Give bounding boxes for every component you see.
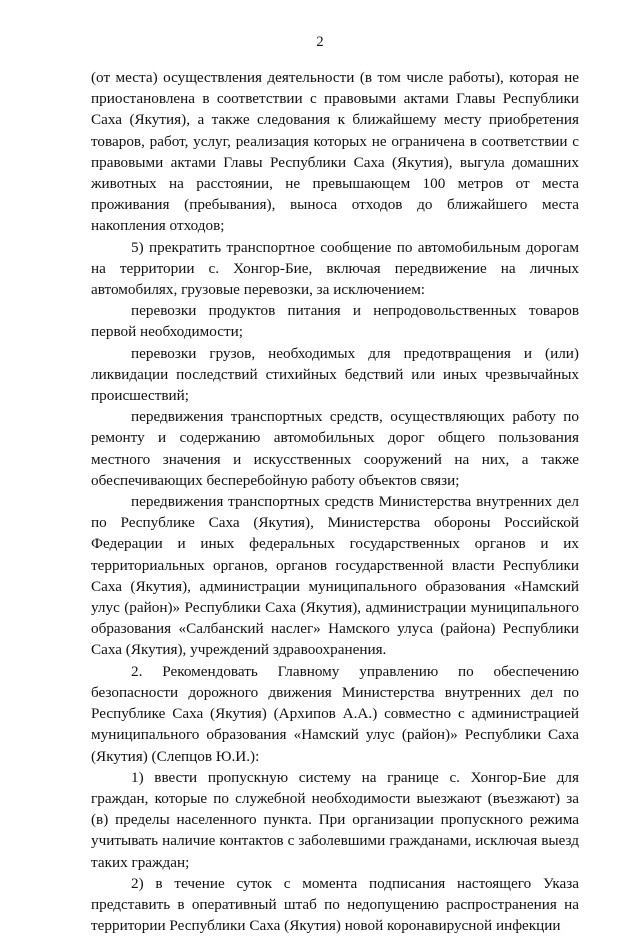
paragraph: передвижения транспортных средств, осуществляющих работу по ремонту и содержанию автомобильных дорог общего пользования местного значения и искусственных сооружений на них, а также обеспечивающих бесперебойную работу объектов связи; [91,408,579,489]
paragraph: передвижения транспортных средств Министерства внутренних дел по Республике Саха (Якутия), Министерства обороны Российской Федерации и иных федеральных государственных органов и их территориальных органов, органов государственной власти Республики Саха (Якутия), администрации муниципального образования «Намский улус (район)» Республики Саха (Якутия), администрации муниципального образования «Салбанский наслег» Намского улуса (района) Республики Саха (Якутия), учреждений здравоохранения. [91,493,579,659]
document-body [91,67,579,936]
paragraph: (от места) осуществления деятельности (в том числе работы), которая не приостановлена в соответствии с правовыми актами Главы Республики Саха (Якутия), а также следования к ближайшему месту приобретения товаров, работ, услуг, реализация которых не ограничена в соответствии с правовыми актами Главы Республики Саха (Якутия), выгула домашних животных на расстоянии, не превышающем 100 метров от места проживания (пребывания), выноса отходов до ближайшего места накопления отходов; [91,69,579,235]
paragraph: 2. Рекомендовать Главному управлению по обеспечению безопасности дорожного движения Министерства внутренних дел по Республике Саха (Якутия) (Архипов А.А.) совместно с администрацией муниципального образования «Намский улус (район)» Республики Саха (Якутия) (Слепцов Ю.И.): [91,662,579,765]
paragraph: 1) ввести пропускную систему на границе с. Хонгор-Бие для граждан, которые по служебной необходимости выезжают (въезжают) за (в) пределы населенного пункта. При организации пропускного режима учитывать наличие контактов с заболевшими гражданами, исключая выезд таких граждан; [91,768,579,871]
paragraph: 2) в течение суток с момента подписания настоящего Указа представить в оперативный штаб по недопущению распространения на территории Республики Саха (Якутия) новой коронавирусной инфекции [91,874,579,935]
page-number: 2 [316,34,324,50]
paragraph: перевозки продуктов питания и непродовольственных товаров первой необходимости; [91,302,579,341]
paragraph: 5) прекратить транспортное сообщение по автомобильным дорогам на территории с. Хонгор-Бие, включая передвижение на личных автомобилях, грузовые перевозки, за исключением: [91,238,579,299]
paragraph: перевозки грузов, необходимых для предотвращения и (или) ликвидации последствий стихийных бедствий или иных чрезвычайных происшествий; [91,344,579,405]
